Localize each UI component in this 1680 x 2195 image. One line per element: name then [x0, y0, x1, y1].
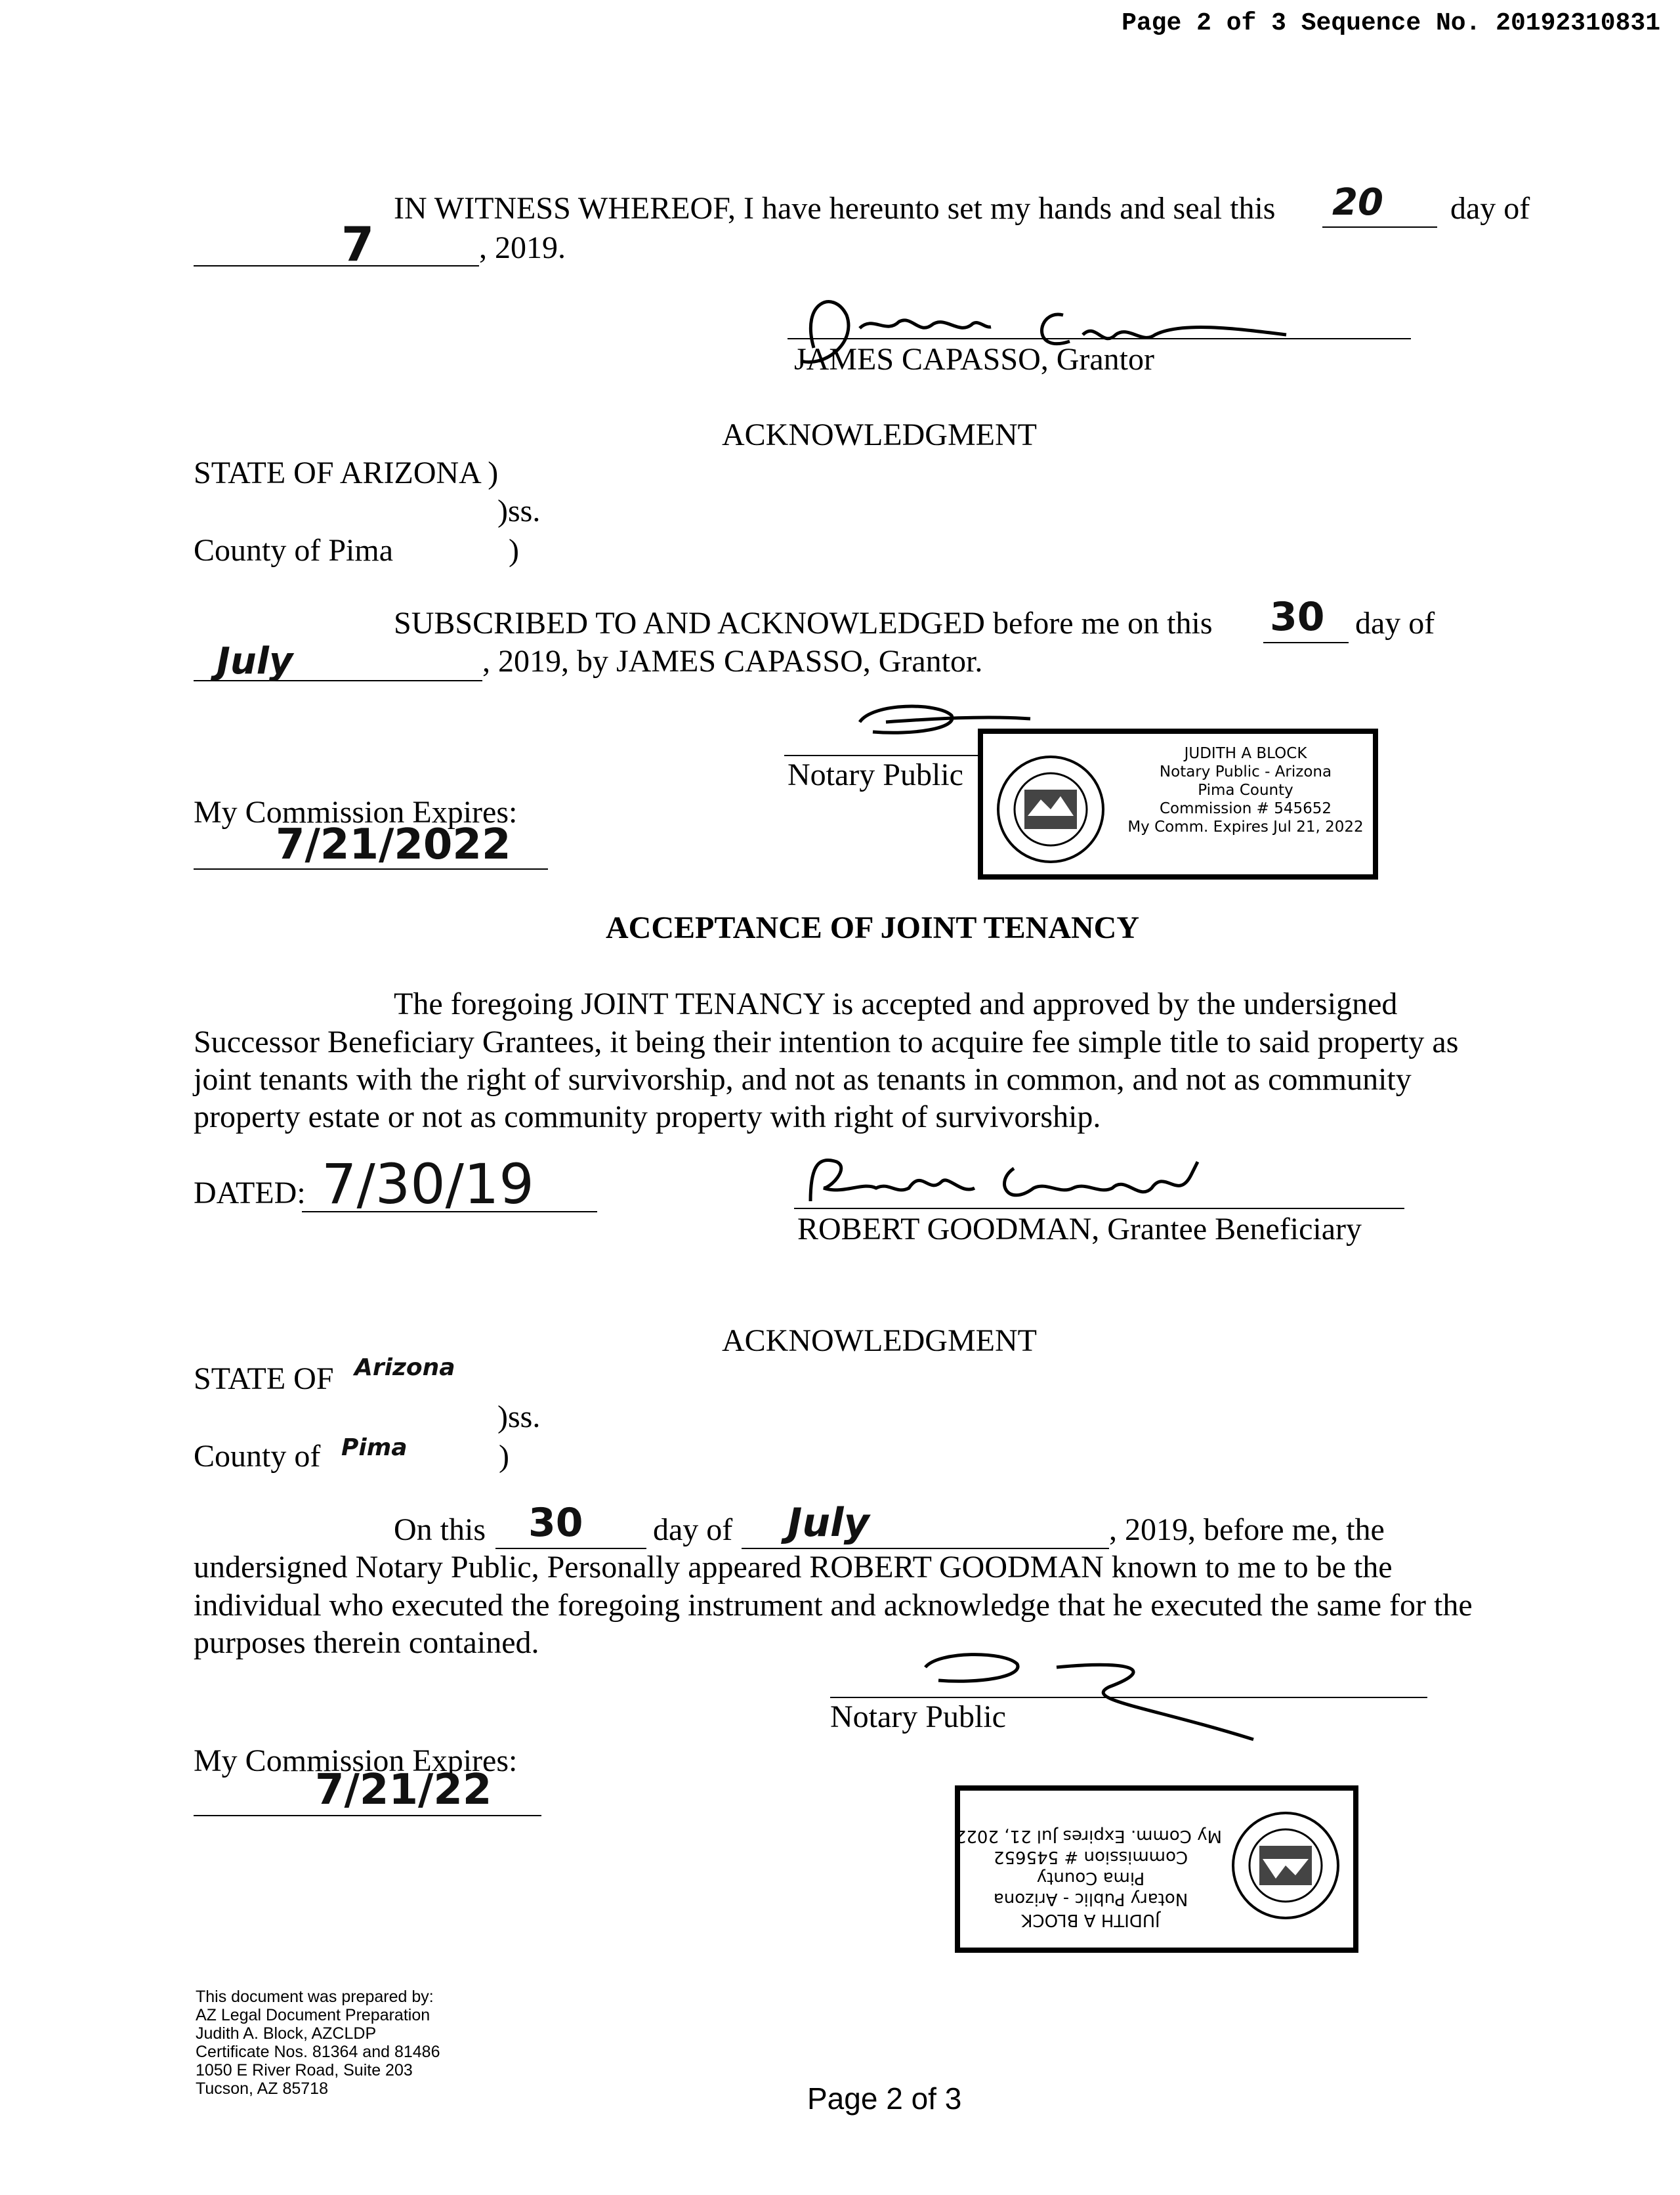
ack2-day-handwritten: 30: [528, 1500, 583, 1546]
ack1-county-paren: ): [509, 533, 519, 568]
ack1-subscribed-line2: , 2019, by JAMES CAPASSO, Grantor.: [482, 644, 983, 679]
stamp2-expires: My Comm. Expires Jul 21, 2022: [955, 1826, 1222, 1846]
witness-day-line: [1322, 226, 1437, 228]
ack2-line3: individual who executed the foregoing instrument and acknowledge that he executed the same for the: [194, 1588, 1473, 1623]
notary2-label: Notary Public: [830, 1699, 1006, 1734]
stamp1-commission: Commission # 545652: [1159, 800, 1332, 817]
arizona-seal-icon: [995, 754, 1106, 865]
ack1-title: ACKNOWLEDGMENT: [722, 417, 1037, 452]
preparer-line1: This document was prepared by:: [196, 1988, 434, 2006]
ack1-subscribed-text: SUBSCRIBED TO AND ACKNOWLEDGED before me on this: [394, 606, 1213, 641]
ack2-month-handwritten: July: [788, 1500, 870, 1546]
grantor-signature-line: [788, 338, 1411, 339]
preparer-line4: Certificate Nos. 81364 and 81486: [196, 2043, 440, 2061]
stamp1-expires: My Comm. Expires Jul 21, 2022: [1127, 819, 1364, 836]
ack1-month-handwritten: July: [217, 640, 293, 683]
ack2-line2: undersigned Notary Public, Personally appeared ROBERT GOODMAN known to me to be the: [194, 1550, 1393, 1585]
notary1-label: Notary Public: [788, 757, 963, 792]
sequence-header: Page 2 of 3 Sequence No. 20192310831: [1122, 9, 1660, 37]
stamp2-commission: Commission # 545652: [993, 1847, 1188, 1867]
acceptance-para-line1: The foregoing JOINT TENANCY is accepted and approved by the undersigned: [394, 987, 1398, 1021]
ack1-day-of: day of: [1355, 606, 1435, 641]
stamp2-county: Pima County: [1036, 1868, 1145, 1888]
stamp2-name: JUDITH A BLOCK: [1021, 1910, 1160, 1930]
ack2-state-handwritten: Arizona: [354, 1354, 455, 1381]
stamp1-county: Pima County: [1198, 782, 1293, 799]
stamp1-name: JUDITH A BLOCK: [1184, 745, 1307, 762]
ack2-commission-handwritten: 7/21/22: [315, 1766, 492, 1814]
notary2-signature-line: [830, 1697, 1427, 1698]
preparer-line6: Tucson, AZ 85718: [196, 2079, 328, 2098]
notary-stamp-2: [955, 1785, 1358, 1953]
preparer-line2: AZ Legal Document Preparation: [196, 2006, 430, 2024]
preparer-block: [196, 1988, 440, 2098]
acceptance-dated-handwritten: 7/30/19: [322, 1152, 534, 1216]
stamp1-role: Notary Public - Arizona: [1159, 763, 1332, 780]
acceptance-para-line3: joint tenants with the right of survivorship, and not as tenants in common, and not as community: [194, 1062, 1412, 1097]
ack1-day-line: [1263, 642, 1349, 643]
page-number: Page 2 of 3: [807, 2081, 962, 2116]
ack2-on-this: On this: [394, 1512, 486, 1547]
ack2-commission-line: [194, 1815, 541, 1816]
ack2-line1-end: , 2019, before me, the: [1109, 1512, 1385, 1547]
ack2-ss: )ss.: [497, 1399, 541, 1434]
ack2-commission-label: My Commission Expires:: [194, 1743, 518, 1778]
acceptance-title: ACCEPTANCE OF JOINT TENANCY: [606, 910, 1139, 945]
acceptance-para-line4: property estate or not as community property with right of survivorship.: [194, 1099, 1101, 1134]
ack1-ss: )ss.: [497, 494, 541, 528]
ack2-line4: purposes therein contained.: [194, 1625, 539, 1660]
ack2-county-handwritten: Pima: [341, 1434, 408, 1461]
notary-stamp-1: [978, 729, 1378, 880]
ack1-state: STATE OF ARIZONA ): [194, 456, 499, 490]
ack2-county-paren: ): [499, 1439, 509, 1474]
ack2-day-of: day of: [653, 1512, 733, 1547]
witness-day-handwritten: 20: [1332, 181, 1383, 224]
grantee-signature: [797, 1142, 1244, 1221]
grantee-name: ROBERT GOODMAN, Grantee Beneficiary: [797, 1212, 1362, 1247]
preparer-line3: Judith A. Block, AZCLDP: [196, 2024, 377, 2043]
preparer-line5: 1050 E River Road, Suite 203: [196, 2061, 413, 2079]
ack1-county: County of Pima: [194, 533, 394, 568]
ack2-county-label: County of: [194, 1439, 321, 1474]
ack1-commission-handwritten: 7/21/2022: [276, 820, 511, 869]
witness-day-of: day of: [1450, 191, 1530, 226]
witness-month-line: [194, 265, 479, 266]
witness-text: IN WITNESS WHEREOF, I have hereunto set my hands and seal this: [394, 191, 1276, 226]
ack2-state-label: STATE OF: [194, 1361, 334, 1396]
acceptance-para-line2: Successor Beneficiary Grantees, it being their intention to acquire fee simple title to said property as: [194, 1025, 1459, 1059]
ack1-commission-label: My Commission Expires:: [194, 795, 518, 830]
witness-year: , 2019.: [479, 230, 566, 265]
grantor-name: JAMES CAPASSO, Grantor: [794, 342, 1154, 377]
ack1-day-handwritten: 30: [1270, 594, 1325, 640]
acceptance-dated-label: DATED:: [194, 1176, 306, 1210]
witness-month-handwritten: 7: [341, 217, 375, 272]
grantee-signature-line: [794, 1208, 1404, 1209]
ack2-title: ACKNOWLEDGMENT: [722, 1323, 1037, 1358]
arizona-seal-icon: [1230, 1810, 1341, 1921]
stamp2-role: Notary Public - Arizona: [993, 1889, 1188, 1909]
